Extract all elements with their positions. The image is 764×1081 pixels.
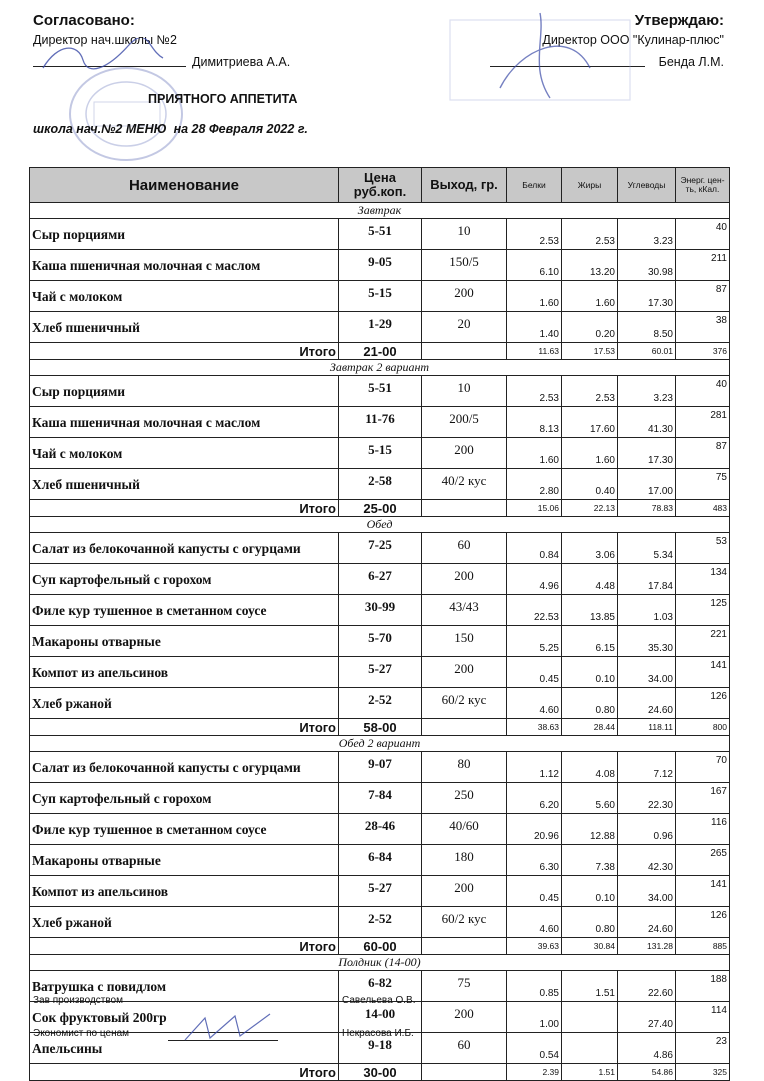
total-row [30, 343, 730, 360]
total-label: Итого [30, 500, 339, 517]
dish-energy: 141 [676, 657, 730, 688]
dish-energy: 221 [676, 626, 730, 657]
dish-fat: 13.20 [562, 250, 618, 281]
total-protein: 11.63 [507, 343, 562, 360]
table-row [30, 281, 730, 312]
dish-carbs: 3.23 [618, 376, 676, 407]
table-row [30, 595, 730, 626]
total-carbs: 118.11 [618, 719, 676, 736]
dish-carbs: 0.96 [618, 814, 676, 845]
header-output: Выход, гр. [422, 168, 507, 203]
total-protein: 39.63 [507, 938, 562, 955]
dish-output: 200 [422, 657, 507, 688]
dish-carbs: 22.60 [618, 971, 676, 1002]
section-title: Обед 2 вариант [30, 736, 730, 752]
dish-carbs: 1.03 [618, 595, 676, 626]
dish-name: Филе кур тушенное в сметанном соусе [30, 595, 339, 626]
total-output-empty [422, 938, 507, 955]
dish-energy: 70 [676, 752, 730, 783]
dish-price: 6-82 [339, 971, 422, 1002]
dish-name: Чай с молоком [30, 438, 339, 469]
dish-price: 5-51 [339, 219, 422, 250]
total-price: 60-00 [339, 938, 422, 955]
dish-protein: 22.53 [507, 595, 562, 626]
dish-price: 5-27 [339, 876, 422, 907]
dish-energy: 125 [676, 595, 730, 626]
table-row [30, 688, 730, 719]
dish-output: 60 [422, 1033, 507, 1064]
dish-output: 200 [422, 438, 507, 469]
confirmer-position: Директор ООО "Кулинар-плюс" [542, 33, 724, 47]
table-row [30, 626, 730, 657]
dish-price: 11-76 [339, 407, 422, 438]
dish-fat: 0.10 [562, 657, 618, 688]
header-price: Цена руб.коп. [339, 168, 422, 203]
header-carbs: Углеводы [618, 168, 676, 203]
dish-name: Макароны отварные [30, 845, 339, 876]
dish-name: Филе кур тушенное в сметанном соусе [30, 814, 339, 845]
dish-protein: 0.45 [507, 876, 562, 907]
dish-protein: 8.13 [507, 407, 562, 438]
dish-energy: 53 [676, 533, 730, 564]
dish-output: 43/43 [422, 595, 507, 626]
dish-protein: 6.30 [507, 845, 562, 876]
dish-output: 10 [422, 376, 507, 407]
table-row [30, 407, 730, 438]
section-title: Полдник (14-00) [30, 955, 730, 971]
dish-energy: 116 [676, 814, 730, 845]
dish-energy: 188 [676, 971, 730, 1002]
footer-role-production: Зав производством [33, 995, 123, 1006]
dish-protein: 4.60 [507, 688, 562, 719]
dish-energy: 281 [676, 407, 730, 438]
dish-name: Хлеб ржаной [30, 688, 339, 719]
dish-price: 1-29 [339, 312, 422, 343]
total-output-empty [422, 500, 507, 517]
dish-price: 7-25 [339, 533, 422, 564]
dish-carbs: 24.60 [618, 688, 676, 719]
stamp-left [64, 62, 194, 172]
section-title: Обед [30, 517, 730, 533]
total-fat: 22.13 [562, 500, 618, 517]
dish-protein: 1.12 [507, 752, 562, 783]
dish-name: Хлеб пшеничный [30, 469, 339, 500]
dish-fat: 4.08 [562, 752, 618, 783]
dish-carbs: 34.00 [618, 876, 676, 907]
dish-output: 60/2 кус [422, 688, 507, 719]
total-energy: 325 [676, 1064, 730, 1081]
total-carbs: 60.01 [618, 343, 676, 360]
dish-energy: 126 [676, 688, 730, 719]
approved-title: Согласовано: [33, 12, 135, 29]
dish-carbs: 27.40 [618, 1002, 676, 1033]
table-row [30, 876, 730, 907]
dish-fat: 0.20 [562, 312, 618, 343]
dish-price: 5-15 [339, 281, 422, 312]
total-label: Итого [30, 1064, 339, 1081]
dish-price: 5-27 [339, 657, 422, 688]
dish-energy: 40 [676, 219, 730, 250]
dish-protein: 1.60 [507, 281, 562, 312]
dish-price: 14-00 [339, 1002, 422, 1033]
dish-carbs: 8.50 [618, 312, 676, 343]
dish-price: 9-18 [339, 1033, 422, 1064]
dish-carbs: 17.30 [618, 281, 676, 312]
dish-fat: 4.48 [562, 564, 618, 595]
dish-name: Салат из белокочанной капусты с огурцами [30, 533, 339, 564]
dish-protein: 6.10 [507, 250, 562, 281]
total-fat: 28.44 [562, 719, 618, 736]
dish-carbs: 34.00 [618, 657, 676, 688]
header-fat: Жиры [562, 168, 618, 203]
dish-energy: 114 [676, 1002, 730, 1033]
header-energy: Энерг. цен-ть, кКал. [676, 168, 730, 203]
dish-protein: 5.25 [507, 626, 562, 657]
dish-name: Каша пшеничная молочная с маслом [30, 407, 339, 438]
total-energy: 885 [676, 938, 730, 955]
dish-name: Сыр порциями [30, 219, 339, 250]
dish-energy: 141 [676, 876, 730, 907]
dish-fat: 17.60 [562, 407, 618, 438]
total-energy: 483 [676, 500, 730, 517]
total-energy: 376 [676, 343, 730, 360]
footer-role-economist: Экономист по ценам [33, 1028, 130, 1039]
total-label: Итого [30, 343, 339, 360]
table-row [30, 438, 730, 469]
dish-output: 10 [422, 219, 507, 250]
dish-price: 7-84 [339, 783, 422, 814]
dish-name: Чай с молоком [30, 281, 339, 312]
dish-carbs: 17.84 [618, 564, 676, 595]
total-energy: 800 [676, 719, 730, 736]
signature-line-left [33, 66, 186, 67]
dish-fat: 2.53 [562, 219, 618, 250]
dish-energy: 134 [676, 564, 730, 595]
total-price: 30-00 [339, 1064, 422, 1081]
total-row [30, 938, 730, 955]
total-price: 25-00 [339, 500, 422, 517]
dish-carbs: 17.30 [618, 438, 676, 469]
dish-name: Суп картофельный с горохом [30, 783, 339, 814]
dish-carbs: 22.30 [618, 783, 676, 814]
footer-name-economist: Некрасова И.Б. [342, 1028, 414, 1039]
dish-price: 6-27 [339, 564, 422, 595]
table-row [30, 657, 730, 688]
total-output-empty [422, 719, 507, 736]
dish-protein: 4.96 [507, 564, 562, 595]
table-row [30, 312, 730, 343]
total-fat: 17.53 [562, 343, 618, 360]
dish-name: Компот из апельсинов [30, 876, 339, 907]
dish-name: Хлеб пшеничный [30, 312, 339, 343]
dish-carbs: 30.98 [618, 250, 676, 281]
dish-output: 180 [422, 845, 507, 876]
slogan: ПРИЯТНОГО АППЕТИТА [148, 92, 298, 106]
dish-price: 2-52 [339, 688, 422, 719]
dish-energy: 87 [676, 438, 730, 469]
stamp-right [440, 8, 640, 108]
total-price: 58-00 [339, 719, 422, 736]
dish-fat: 0.10 [562, 876, 618, 907]
dish-name: Хлеб ржаной [30, 907, 339, 938]
dish-price: 5-51 [339, 376, 422, 407]
section-row [30, 360, 730, 376]
dish-output: 40/60 [422, 814, 507, 845]
footer-signature-line [168, 1040, 278, 1041]
total-label: Итого [30, 938, 339, 955]
dish-fat: 0.40 [562, 469, 618, 500]
dish-fat: 3.06 [562, 533, 618, 564]
dish-carbs: 42.30 [618, 845, 676, 876]
dish-fat [562, 1002, 618, 1033]
dish-protein: 2.80 [507, 469, 562, 500]
dish-protein: 2.53 [507, 219, 562, 250]
dish-name: Компот из апельсинов [30, 657, 339, 688]
dish-price: 6-84 [339, 845, 422, 876]
dish-fat: 2.53 [562, 376, 618, 407]
dish-name: Салат из белокочанной капусты с огурцами [30, 752, 339, 783]
dish-output: 40/2 кус [422, 469, 507, 500]
dish-fat: 7.38 [562, 845, 618, 876]
dish-output: 200/5 [422, 407, 507, 438]
total-row [30, 719, 730, 736]
dish-fat: 1.60 [562, 281, 618, 312]
dish-fat: 12.88 [562, 814, 618, 845]
table-row [30, 907, 730, 938]
dish-carbs: 4.86 [618, 1033, 676, 1064]
header-protein: Белки [507, 168, 562, 203]
dish-fat: 1.51 [562, 971, 618, 1002]
total-price: 21-00 [339, 343, 422, 360]
header-name: Наименование [30, 168, 339, 203]
section-row [30, 203, 730, 219]
dish-name: Сыр порциями [30, 376, 339, 407]
table-row [30, 533, 730, 564]
table-row [30, 469, 730, 500]
table-row [30, 376, 730, 407]
dish-energy: 87 [676, 281, 730, 312]
total-output-empty [422, 343, 507, 360]
dish-carbs: 41.30 [618, 407, 676, 438]
total-row [30, 500, 730, 517]
dish-fat: 6.15 [562, 626, 618, 657]
dish-carbs: 3.23 [618, 219, 676, 250]
dish-name: Ватрушка с повидлом [30, 971, 339, 1002]
dish-price: 30-99 [339, 595, 422, 626]
dish-fat [562, 1033, 618, 1064]
dish-output: 20 [422, 312, 507, 343]
approver-position: Директор нач.школы №2 [33, 33, 177, 47]
total-fat: 1.51 [562, 1064, 618, 1081]
dish-protein: 0.84 [507, 533, 562, 564]
dish-energy: 211 [676, 250, 730, 281]
dish-protein: 1.00 [507, 1002, 562, 1033]
dish-protein: 6.20 [507, 783, 562, 814]
dish-carbs: 35.30 [618, 626, 676, 657]
total-carbs: 78.83 [618, 500, 676, 517]
dish-fat: 13.85 [562, 595, 618, 626]
dish-energy: 40 [676, 376, 730, 407]
dish-fat: 0.80 [562, 688, 618, 719]
dish-protein: 1.60 [507, 438, 562, 469]
dish-protein: 0.85 [507, 971, 562, 1002]
dish-protein: 20.96 [507, 814, 562, 845]
table-row [30, 845, 730, 876]
total-fat: 30.84 [562, 938, 618, 955]
total-carbs: 54.86 [618, 1064, 676, 1081]
dish-carbs: 17.00 [618, 469, 676, 500]
dish-protein: 0.54 [507, 1033, 562, 1064]
dish-carbs: 5.34 [618, 533, 676, 564]
total-output-empty [422, 1064, 507, 1081]
dish-energy: 38 [676, 312, 730, 343]
dish-output: 200 [422, 1002, 507, 1033]
dish-output: 150 [422, 626, 507, 657]
table-row [30, 250, 730, 281]
menu-table [29, 167, 730, 1081]
menu-title: школа нач.№2 МЕНЮ на 28 Февраля 2022 г. [33, 122, 308, 136]
confirm-title: Утверждаю: [634, 12, 724, 29]
dish-name: Суп картофельный с горохом [30, 564, 339, 595]
dish-protein: 2.53 [507, 376, 562, 407]
approver-name: Димитриева А.А. [192, 55, 291, 69]
total-protein: 15.06 [507, 500, 562, 517]
section-title: Завтрак [30, 203, 730, 219]
footer-name-production: Савельева О.В. [342, 995, 416, 1006]
table-row [30, 564, 730, 595]
dish-energy: 167 [676, 783, 730, 814]
table-row [30, 783, 730, 814]
section-title: Завтрак 2 вариант [30, 360, 730, 376]
total-label: Итого [30, 719, 339, 736]
total-row [30, 1064, 730, 1081]
confirmer-name: Бенда Л.М. [658, 55, 724, 69]
dish-name: Апельсины [30, 1033, 339, 1064]
total-protein: 2.39 [507, 1064, 562, 1081]
section-row [30, 955, 730, 971]
dish-output: 60 [422, 533, 507, 564]
total-carbs: 131.28 [618, 938, 676, 955]
dish-energy: 265 [676, 845, 730, 876]
table-row [30, 814, 730, 845]
dish-output: 250 [422, 783, 507, 814]
dish-output: 200 [422, 281, 507, 312]
dish-fat: 5.60 [562, 783, 618, 814]
section-row [30, 736, 730, 752]
dish-output: 75 [422, 971, 507, 1002]
table-header-row [30, 168, 730, 203]
dish-energy: 75 [676, 469, 730, 500]
dish-name: Макароны отварные [30, 626, 339, 657]
dish-fat: 0.80 [562, 907, 618, 938]
dish-price: 28-46 [339, 814, 422, 845]
table-row [30, 752, 730, 783]
dish-protein: 4.60 [507, 907, 562, 938]
section-row [30, 517, 730, 533]
dish-carbs: 7.12 [618, 752, 676, 783]
dish-output: 150/5 [422, 250, 507, 281]
dish-name: Сок фруктовый 200гр [30, 1002, 339, 1033]
dish-output: 200 [422, 876, 507, 907]
dish-output: 60/2 кус [422, 907, 507, 938]
dish-price: 5-70 [339, 626, 422, 657]
dish-protein: 0.45 [507, 657, 562, 688]
dish-price: 9-05 [339, 250, 422, 281]
dish-name: Каша пшеничная молочная с маслом [30, 250, 339, 281]
dish-output: 200 [422, 564, 507, 595]
dish-output: 80 [422, 752, 507, 783]
dish-carbs: 24.60 [618, 907, 676, 938]
dish-energy: 23 [676, 1033, 730, 1064]
dish-price: 2-52 [339, 907, 422, 938]
dish-price: 2-58 [339, 469, 422, 500]
dish-price: 9-07 [339, 752, 422, 783]
signature-line-right [490, 66, 645, 67]
dish-energy: 126 [676, 907, 730, 938]
dish-fat: 1.60 [562, 438, 618, 469]
table-row [30, 219, 730, 250]
total-protein: 38.63 [507, 719, 562, 736]
dish-price: 5-15 [339, 438, 422, 469]
dish-protein: 1.40 [507, 312, 562, 343]
